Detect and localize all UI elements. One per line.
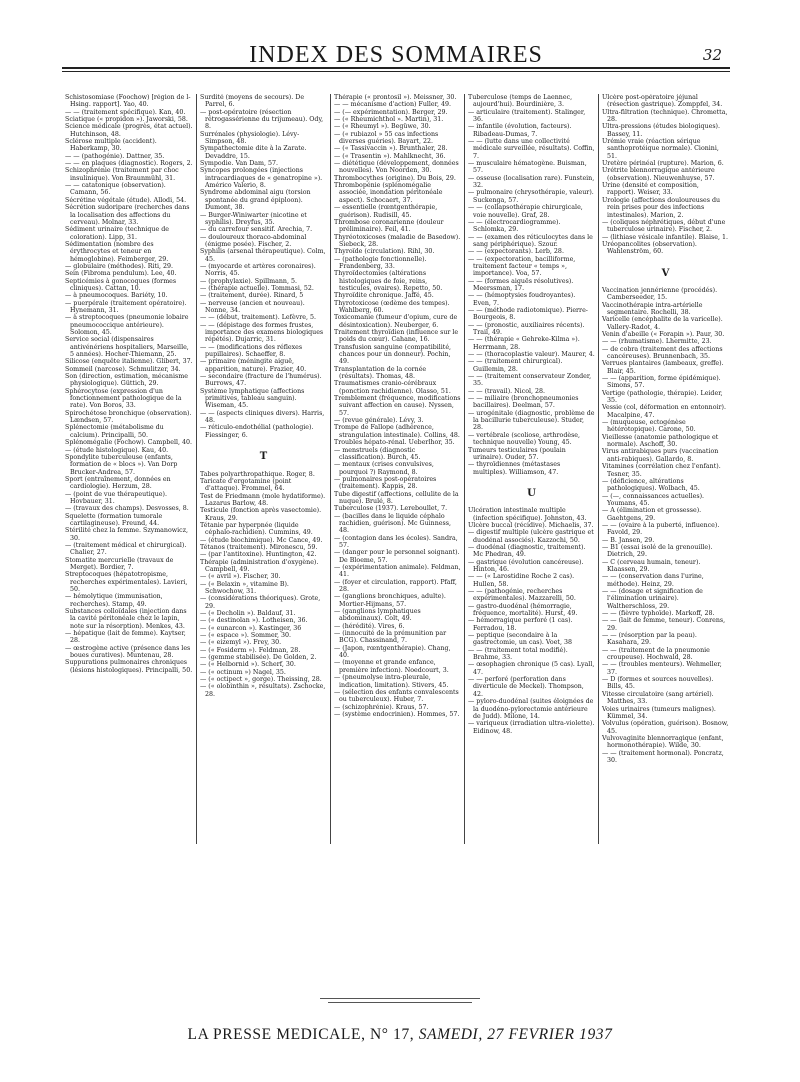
index-entry: Sclérose multiple (accident). Haberkamp, 30. xyxy=(65,138,157,153)
index-entry: Vertige (pathologie, thérapie). Leider, 35. xyxy=(602,389,723,405)
index-entry: — (« eunarcon »). Kastinger, 36 xyxy=(200,624,302,632)
index-entry: Thrombose coronarienne (douleur préliminaire). Feil, 41. xyxy=(334,218,444,234)
index-entry: Ulcère buccal (récidive). Michaelis, 37. xyxy=(468,521,594,529)
index-entry: — (bacilles dans le liquide céphalo rachidien, guérison). Mc Guinness, 48. xyxy=(334,512,451,535)
index-entry: — à streptocoques (pneumonie lobaire pneumococcique antérieure). Solomon, 45. xyxy=(65,314,189,336)
index-entry: Stérilité chez la femme. Szymanowicz, 30. xyxy=(65,527,189,542)
index-entry: — C (cerveau humain, teneur). Klaassen, 29. xyxy=(602,558,701,573)
index-entry: Thérapie (« prontosil »). Meissner, 30. xyxy=(334,94,457,101)
index-entry: — (par l'antitoxine). Huntington, 42. xyxy=(200,551,317,559)
index-entry: — (ganglions bronchiques, adulte). Mortier-Hijmans, 57. xyxy=(334,593,446,608)
index-entry: — — (expectorants). Lerb, 28. xyxy=(468,248,564,256)
index-entry: — variqueux (irradiation ultra-violette). Eidinow, 48. xyxy=(468,720,595,735)
index-entry: — — (examen des réticulocytes dans le sang périphérique). Szour. xyxy=(468,233,593,248)
section-letter: T xyxy=(259,451,268,463)
index-entry: — (point de vue thérapeutique). Hovbauer, 31. xyxy=(65,490,167,505)
index-entry: — Burger-Winiwarter (nicotine et syphilis). Dreyfus, 35. xyxy=(200,211,307,226)
index-entry: — — (ovaire à la puberté, influence). Favold, 29. xyxy=(602,521,720,537)
index-entry: — — (traitement chirurgical). Guillemin, 28. xyxy=(468,358,563,373)
index-entry: Sommeil (narcose). Schmulitzer, 34. xyxy=(65,365,181,373)
index-entry: Taricate d'ergotamine (point d'attaque). Frommel, 64. xyxy=(200,477,292,493)
index-entry: Testicule (fonction après vasectomie). Kraus, 29. xyxy=(200,507,322,522)
page-footer xyxy=(0,1026,800,1044)
index-entry: — — (conservation dans l'urine, méthode). Heinz, 29. xyxy=(602,573,704,588)
index-entry: — (« Rheumyl »). Begüwe, 30. xyxy=(334,123,431,131)
index-entry: — (traitement, durée). Rinard, 5 xyxy=(200,292,304,300)
index-entry: Transfusion sanguine (compatibilité, chances pour un donneur). Pochin, 49. xyxy=(334,343,452,366)
index-entry: — (ganglions lymphatiques abdominaux). Colt, 49. xyxy=(334,608,421,623)
index-entry: Transplantation de la cornée (résultats). Thomas, 48. xyxy=(334,365,427,381)
index-entry: Trompe de Fallope (adhérence, strangulation intestinale). Collins, 48. xyxy=(334,424,460,439)
index-entry: Sport (entraînement, données en cardiologie). Herzum, 28. xyxy=(65,475,171,491)
index-entry: — digestif multiple (ulcère gastrique et duodénal associés). Kazzochi, 50. xyxy=(468,529,594,544)
index-entry: Urémie vraie (réaction sérique santhoprotéique normale). Cionini, 51. xyxy=(602,138,719,160)
index-entry: — globulaire (méthodes). Riti, 29. xyxy=(65,262,174,270)
index-entry: Urine (densité et composition, rapport). Weiser, 33. xyxy=(602,182,699,197)
index-entry: — infantile (évolution, facteurs). Ribadeau-Dumas, 7. xyxy=(468,123,572,138)
index-entry: — (« Belaxin », vitamine B). Schwochow, 31. xyxy=(200,580,289,595)
index-entry: — — (formes aiguës résolutives). Meerssman, 17. xyxy=(468,277,574,292)
index-entry: — de cobra (traitement des affections cancéreuses). Brunnenbach, 35. xyxy=(602,345,723,360)
index-entry: — (système endocrinien). Hommes, 57. xyxy=(334,710,460,718)
index-entry: — pulmonaire (chrysothérapie, valeur). Suckenga, 57. xyxy=(468,189,594,204)
index-entry: — (expérimentation animale). Feldman, 41. xyxy=(334,564,461,579)
index-entry: — — (traitement conservateur Zonder, 35. xyxy=(468,373,592,388)
header-rule xyxy=(62,67,730,69)
index-entry: Thérapie (administration d'oxygène). Campbell, 49. xyxy=(200,558,319,573)
index-entry: — nerveuse (ancien et nouveau). Nonne, 34. xyxy=(200,299,305,314)
index-entry: — (gemme stabilisée). De Golden, 2. xyxy=(200,654,317,662)
index-entry: — (thérapie actuelle). Tommasi, 52. xyxy=(200,284,314,292)
index-entry: Ulcère post-opératoire jéjunal (résection gastrique). Zomppfel, 34. xyxy=(602,94,723,109)
index-entry: Thrombopénie (splénomégalie associée, inondation péritonéale aspect). Schocaert, 37. xyxy=(334,182,443,204)
index-entry: Thyroïdite chronique. Jaffé, 45. xyxy=(334,292,434,300)
index-entry: Verrues plantaires (lambeaux, greffe). Blair, 45. xyxy=(602,360,724,375)
index-entry: — — (troubles menteurs). Wehmeller, 37. xyxy=(602,661,722,676)
index-entry: Ultra-pressions (études biologiques). Bassey, 11. xyxy=(602,123,721,138)
index-entry: — essentielle (rœntgenthérapie, guérison). Rudisill, 45. xyxy=(334,204,438,219)
index-entry: — (revue générale). Lévy, 3. xyxy=(334,417,424,425)
index-entry: — (—, connaissances actuelles). Youmans, 45. xyxy=(602,492,705,507)
index-entry: Schizophrénie (traitement par choc insulinique). Von Braunmühl, 31. xyxy=(65,167,179,182)
index-entry: Streptocoques (hépatotropisme, recherches expérimentales). Lavieri, 50. xyxy=(65,571,188,594)
index-entry: Suppurations pulmonaires chroniques (lésions histologiques). Principalli, 50. xyxy=(65,659,193,674)
index-entry: — peptique (secondaire à la gastrectomie, un cas). Voet, 38 xyxy=(468,632,572,647)
index-entry: — (« eizemyl »). Frey, 30. xyxy=(200,639,282,647)
index-entry: Toxicomanie (fumeur d'opium, cure de désintoxication). Neuberger, 6. xyxy=(334,314,458,329)
index-entry: — — (modifications des réflexes pupillaires). Schaeffer, 8. xyxy=(200,343,303,359)
index-entry: Substances colloïdales (injection dans la cavité péritonéale chez le lapin, note sur la résorption). Menkes, 43. xyxy=(65,608,187,630)
index-entry: — thyroïdiennes (métastases multiples). Williamson, 47. xyxy=(468,461,561,476)
index-entry: — (« Trasentin »). Mahlknecht, 36. xyxy=(334,152,446,160)
index-entry: — (moyenne et grande enfance, première infection). Noedcourt, 3. xyxy=(334,659,449,674)
index-entry: — — (lutte dans une collectivité médicale surveillée, résultats). Coffin, 7. xyxy=(468,138,595,160)
page-header xyxy=(62,20,730,72)
footer-rule xyxy=(320,998,480,999)
index-entry: Sédimentation (nombre des érythrocytes et teneur en hémoglobine). Feimberger, 29. xyxy=(65,240,169,263)
index-entry: Vaccinothérapie intra-artérielle segmentaire. Rochelli, 38. xyxy=(602,301,703,316)
index-entry: Troubles hépato-rénal. Ueberlhor, 35. xyxy=(334,439,455,447)
index-entry: — (« Helbornid »). Scherf, 30. xyxy=(200,661,296,669)
index-entry: — (Japon, rœntgenthérapie). Chang, 40. xyxy=(334,644,451,660)
index-entry: — musculaire hématogène. Buisman, 57. xyxy=(468,160,587,175)
index-entry: — (déficience, altérations pathologiques). Wolbach, 45. xyxy=(602,477,700,493)
publication-name: LA PRESSE MEDICALE, N° xyxy=(187,1026,389,1043)
index-entry: Splénomégalie (Fochow). Campbell, 40. xyxy=(65,439,193,447)
index-entry: — (lithiase vésicale infantile). Blaise, 1. xyxy=(602,233,728,241)
index-entry: — — mécanisme d'action) Fuller, 49. xyxy=(334,101,451,109)
index-entry: — D (formes et sources nouvelles). Bills, 45. xyxy=(602,676,714,691)
index-entry: — (étude histologique). Kau, 40. xyxy=(65,446,169,454)
index-entry: Tabes polyarthropathique. Roger, 8. xyxy=(200,470,315,478)
index-entry: — pulmonaires post-opératoires (traitement). Kappis, 28. xyxy=(334,475,437,491)
index-entry: Silicose (enquête italienne). Glibert, 37. xyxy=(65,358,193,366)
index-entry: — A (élimination et grossesse). Gaehtgens, 29. xyxy=(602,507,702,522)
index-entry: Traumatismes cranio-cérébraux (ponction rachidienne). Olasso, 51. xyxy=(334,380,451,395)
index-entry: Splénectomie (métabolisme du calcium). Principalli, 50. xyxy=(65,424,164,439)
index-entry: Sympodie. Van Dam, 57. xyxy=(200,160,279,168)
index-entry: — (« octinum ») Nagel, 35. xyxy=(200,668,286,676)
index-entry: — articulaire (traitement). Stalinger, 36. xyxy=(468,108,586,124)
index-entry: — (« Tassivaccin »). Brunthaler, 28. xyxy=(334,145,448,153)
index-entry: — — (résorption par la peau). Kasahara, 29. xyxy=(602,632,697,647)
index-entry: — — (expectoration, bacilliforme, traitement facteur « temps », importance). Voa, 57. xyxy=(468,255,576,278)
index-entry: Système lymphatique (affections primitives, tableau sanguin). Wiseman, 45. xyxy=(200,387,305,410)
index-entry: — (pathologie fonctionnelle). Frandenberg, 33. xyxy=(334,255,427,270)
index-entry: Spirochétose bronchique (observation). Lændsen, 57. xyxy=(65,409,192,425)
index-entry: — — (pronostic, auxiliaires récents). Trail, 49. xyxy=(468,321,585,336)
index-title: INDEX DES SOMMAIRES xyxy=(249,42,543,68)
index-entry: Tétanos (traitement). Mironescu, 59. xyxy=(200,543,318,551)
index-entry: Surdité (moyens de secours). De Parrel, 6. xyxy=(200,94,305,109)
index-entry: Sympathectomie dite à la Zarate. Devaddre, 15. xyxy=(200,145,307,160)
index-entry: Vitamines (corrélation chez l'enfant). Tesner, 35. xyxy=(602,463,721,478)
index-entry: — (traitement médical et chirurgical). Chalier, 27. xyxy=(65,541,187,557)
index-entry: — — (hémoptysies foudroyantes). Even, 7. xyxy=(468,292,576,307)
index-entry: — pyloro-duodénal (suites éloignées de la duodéno-pylorectomie antérieure de Judd). Milone, 14. xyxy=(468,698,594,720)
index-entry: — (schizophrénie). Kraus, 57. xyxy=(334,703,429,711)
index-entry: — — (lait de femme, teneur). Conrens, 29. xyxy=(602,617,726,632)
index-entry: Sein (Fibroma pendulum). Lee, 40. xyxy=(65,270,177,278)
index-entry: — (hérédité). Vires, 6. xyxy=(334,622,405,630)
index-entry: — œstrogène active (présence dans les boues curatives). Muntenau, 28. xyxy=(65,644,191,660)
index-entry: Varicelle (encéphalite de la varicelle). Vallery-Radot, 4. xyxy=(602,316,723,331)
index-entry: — — (travail). Nicol, 28. xyxy=(468,387,546,395)
index-entry: — menstruels (diagnostic classification). Burch, 45. xyxy=(334,446,421,461)
index-entry: Ulcération intestinale multiple (infection spécifique). Johnston, 43. xyxy=(468,507,587,522)
index-entry: — — (électrocardiogramme). Schlomka, 29. xyxy=(468,218,561,234)
section-letter: U xyxy=(527,487,536,499)
index-entry: — (foyer et circulation, rapport). Pfaff, 28. xyxy=(334,578,457,594)
index-entry: — (« espace »). Sommer, 30. xyxy=(200,632,292,640)
index-entry: Service social (dispensaires antivénériens hospitaliers, Marseille, 5 années). Hocher-Thiemann, 25. xyxy=(65,336,189,359)
index-entry: Tuberculose (1937). Lereboullet, 7. xyxy=(334,505,448,513)
index-entry: Stomatite mercurielle (travaux de Merget). Bordier, 7. xyxy=(65,556,174,571)
index-entry: — (danger pour le personnel soignant). De Bloeme, 57. xyxy=(334,549,460,564)
index-entry: Tube digestif (affections, cellulite de la nuque). Brulé, 8. xyxy=(334,490,459,505)
index-entry: — — (dépistage des formes frustes, importance des examens biologiques répétés). Dujarric, 31. xyxy=(200,321,324,344)
index-entry: — — (rhumatisme). Lhermitte, 23. xyxy=(602,338,712,346)
index-entry: — — (pathogénie). Dattner, 35. xyxy=(65,152,165,160)
index-entry: Spondylite tuberculeuse (enfants, formation de « blocs »). Van Dorp Brucker-Andrea, 57. xyxy=(65,453,178,476)
index-column-4 xyxy=(464,94,598,844)
index-entry: — duodénal (diagnostic, traitement). Mc Phedran, 49. xyxy=(468,543,586,559)
index-entry: Thrombocythes (origine). Du Bois, 29. xyxy=(334,174,456,182)
index-entry: Venin d'abeille (« Forapin »). Paur, 30. xyxy=(602,330,725,338)
issue-number: 17, xyxy=(393,1026,415,1043)
index-entry: Syndrome abdominal aigu (torsion spontanée du grand épiploon). Dumont, 38. xyxy=(200,189,311,212)
index-entry: Science médicale (progrès, état actuel). Hutchinson, 48. xyxy=(65,123,193,138)
index-entry: Schistosomiase (Foochow) [région de l-Hsing. rapport]. Yao, 40. xyxy=(65,94,191,109)
index-entry: Sciatique (« propidon »). Jaworski, 58. xyxy=(65,116,188,124)
index-entry: — — (« Larostidine Roche 2 cas). Hullen, 58. xyxy=(468,573,575,588)
index-entry: Vessie (col, déformation en entonnoir). Macalpine, 47. xyxy=(602,404,726,419)
index-entry: — — (pathogénie, recherches expérimentales). Mazzarelli, 50. xyxy=(468,588,576,603)
index-entry: — B. Jansen, 29. xyxy=(602,536,655,544)
index-entry: Voies urinaires (tumeurs malignes). Kümmel, 34. xyxy=(602,705,716,720)
index-entry: — (« Decholin »). Baldauf, 31. xyxy=(200,610,296,618)
page-number: 32 xyxy=(702,46,722,64)
index-column-5 xyxy=(598,94,732,844)
index-entry: — — (collapsothérapie chirurgicale, voie nouvelle). Graf, 28. xyxy=(468,204,583,219)
index-entry: Urétrite blennorragique antérieure (observation). Nieuwenhuyse, 57. xyxy=(602,167,715,182)
index-entry: Test de Friedmann (mole hydatiforme). Lazarus Barlow, 48. xyxy=(200,492,326,507)
index-entry: — (muqueuse, ectogénèse hétérotopique). Carone, 50. xyxy=(602,419,696,434)
index-entry: — réticulo-endothélial (pathologie). Fiessinger, 6. xyxy=(200,424,314,439)
index-entry: — (« destinolan »). Lotheisen, 36. xyxy=(200,617,308,625)
index-entry: Tétanie par hyperpnée (liquide céphalo-rachidien). Cummins, 49. xyxy=(200,521,313,537)
index-entry: — (coliques néphrétiques, début d'une tuberculose urinaire). Fischer, 2. xyxy=(602,218,726,234)
index-entry: — — (fièvre typhoïde). Markoff, 28. xyxy=(602,610,715,618)
index-entry: Squelette (formation tumorale cartilagineuse). Freund, 44. xyxy=(65,512,163,527)
index-entry: — — (traitement spécifique). Kan, 40. xyxy=(65,108,186,116)
index-entry: — hépatique (lait de femme). Kaytser, 28. xyxy=(65,630,186,645)
index-columns xyxy=(62,94,734,844)
index-entry: — à pneumocoques. Bariéty, 10. xyxy=(65,292,168,300)
index-entry: — — catatonique (observation). Camann, 56. xyxy=(65,182,166,197)
index-entry: Ultra-filtration (technique). Chrometta, 28. xyxy=(602,108,728,124)
index-entry: Thyrotoxicose (œdème des tempes). Wahlberg, 60. xyxy=(334,299,450,314)
index-entry: Sécrétine végétale (étude). Allodi, 54. xyxy=(65,196,187,204)
index-entry: — hémolytique (immunisation, recherches). Stamp, 49. xyxy=(65,593,163,608)
index-entry: Tumeurs testiculaires (poulain urinaire). Ouder, 57. xyxy=(468,446,566,461)
index-entry: — osseuse (localisation rare). Funstein, 32. xyxy=(468,174,595,190)
index-entry: — — (aspects cliniques divers). Harris, 48. xyxy=(200,409,325,425)
index-entry: — (« rubiazol » 55 cas infections diverses guéries). Bayart, 22. xyxy=(334,130,439,146)
index-entry: Traitement thyroïdien (influence sur le poids du cœur). Cahane, 16. xyxy=(334,329,459,344)
index-entry: — — (début, traitement). Lefèvre, 5. xyxy=(200,314,317,322)
index-entry: — primaire (méningite aiguë, apparition, nature). Frazier, 40. xyxy=(200,358,307,373)
index-entry: Thyroïdectomies (altérations histologiques de foie, reins, testicules, ovaires). Repetto, 50. xyxy=(334,270,443,292)
index-entry: — hémorragique perforé (1 cas). Ferradou, 18. xyxy=(468,617,573,632)
index-entry: — gastrique (évolution cancéreuse). Hinton, 46. xyxy=(468,558,584,573)
index-entry: — — (apparition, forme épidémique). Simons, 57. xyxy=(602,375,721,390)
index-entry: — (« Fosiderm »). Feldman, 28. xyxy=(200,646,301,654)
index-entry: — gastro-duodénal (hémorragie, fréquence, mortalité). Hurst, 49. xyxy=(468,602,578,618)
index-entry: Virus antirabiques purs (vaccination anti-rabiques). Gallardo, 8. xyxy=(602,448,719,463)
index-entry: Syphilis (arsenal thérapeutique). Colm, 45. xyxy=(200,248,326,263)
index-entry: Sécrétion sudoripare (recherches dans la localisation des affections du cerveau). Molnar, 33. xyxy=(65,204,190,226)
index-entry: — (considérations théoriques). Grote, 29. xyxy=(200,595,321,610)
index-entry: — (sélection des enfants convalescents ou tuberculeux). Huber, 7. xyxy=(334,688,459,704)
index-entry: Syncopes prolongées (injections intracardiaques de « genatropine »). Américo Valerio, 8. xyxy=(200,167,323,190)
index-entry: — mentaux (crises convulsives, pourquoi ?) Raymond, 8. xyxy=(334,461,434,476)
header-rule-thin xyxy=(62,71,730,72)
index-entry: Urologie (affections douloureuses du rein prises pour des infections intestinales). Marion, 2. xyxy=(602,196,721,219)
section-letter: V xyxy=(661,267,670,279)
index-entry: Uretère périnéal (rupture). Marion, 6. xyxy=(602,160,724,168)
index-entry: — (pneumolyse intra-pleurale, indication, limitation). Stivers, 45. xyxy=(334,674,449,689)
footer-rule-thin xyxy=(328,1002,472,1003)
index-entry: — — (thoracoplastie valeur). Maurer, 4. xyxy=(468,351,595,359)
index-entry: — secondaire (fracture de l'humérus). Burrows, 47. xyxy=(200,373,322,388)
index-entry: — (étude biochimique). Mc Cance, 49. xyxy=(200,536,323,544)
index-entry: — urogénitale (diagnostic, problème de la bacillurie tuberculeuse). Studer, 28. xyxy=(468,409,595,432)
index-entry: Vitesse circulatoire (sang artériel). Matthes, 33. xyxy=(602,690,714,706)
index-entry: — (myocarde et artères coronaires). Norris, 45. xyxy=(200,262,316,278)
index-entry: Son (direction, estimation, mécanisme physiologique). Güttich, 29. xyxy=(65,373,188,388)
index-entry: — — (traitement total modifié). Brahme, 33. xyxy=(468,646,568,662)
index-entry: Vulvovaginite blennorragique (enfant, hormonothérapie). Wilde, 30. xyxy=(602,734,724,750)
index-column-1 xyxy=(62,94,196,844)
index-entry: — douloureux thoraco-abdominal (énigme posée). Fischer, 2. xyxy=(200,233,307,248)
index-entry: — (prophylaxie). Spillmann, 5. xyxy=(200,277,297,285)
index-entry: — — perforé (perforation dans diverticule de Meckel). Thompson, 42. xyxy=(468,676,584,698)
index-entry: — vertébrale (scoliose, arthrodèse, technique nouvelle) Young, 45. xyxy=(468,431,581,447)
index-entry: — œsophagien chronique (5 cas). Lyall, 47. xyxy=(468,661,595,676)
index-entry: — (« octipect », gorge). Theissing, 28. xyxy=(200,676,322,684)
index-entry: — (— expérimentation). Berger, 29. xyxy=(334,108,448,116)
index-entry: Tuberculose (temps de Laennec, aujourd'hui). Bourdinière, 3. xyxy=(468,94,573,109)
index-entry: — (« olobinthin », résultats). Zschocke, 28. xyxy=(200,683,326,698)
index-entry: — — (dosage et signification de l'élimination urinaire). Waltherschloss, 29. xyxy=(602,588,703,610)
index-entry: — (contagion dans les écoles). Sandra, 57. xyxy=(334,534,458,549)
index-entry: — (« avril »). Fischer, 30. xyxy=(200,573,281,581)
index-entry: Surrénales (physiologie). Lévy-Simpson, 48. xyxy=(200,130,300,146)
index-entry: Tremblement (fréquence, modifications suivant affection en cause). Nyssen, 57. xyxy=(334,395,461,417)
index-column-3 xyxy=(330,94,464,844)
index-entry: — puerpérale (traitement opératoire). Hynemann, 31. xyxy=(65,299,187,314)
index-entry: — (« Rheumichthol ». Martin), 31. xyxy=(334,116,444,124)
index-entry: — — (traitement de la pneumonie croupeuse). Hochwald, 28. xyxy=(602,646,710,662)
index-entry: — du carrefour sensitif. Arechia, 7. xyxy=(200,226,313,234)
index-entry: — — (traitement hormonal). Poncratz, 30. xyxy=(602,749,724,764)
index-entry: Uréopancolites (observation). Wahlenström, 60. xyxy=(602,240,697,256)
index-entry: — — (méthode radiotomique). Pierre-Bourgeois, 8. xyxy=(468,306,588,322)
index-entry: — — en plaques (diagnostic). Rogers, 2. xyxy=(65,160,193,168)
index-entry: — — (thérapie « Gehreke-Kilma »). Herrmann, 28. xyxy=(468,336,580,351)
index-entry: Vaccination jennérienne (procédés). Camberseeder, 15. xyxy=(602,286,718,302)
index-entry: Sphérocytose (expression d'un fonctionnement pathologique de la rate). Von Boros, 33. xyxy=(65,387,182,410)
index-entry: Thyroïde (circulation). Rihl, 30. xyxy=(334,248,435,256)
index-entry: — post-opératoire (résection rétrogassérienne du trijumeau). Ody, 8. xyxy=(200,108,324,131)
index-entry: Thyréotoxicoses (maladie de Basedow). Siebeck, 28. xyxy=(334,233,461,248)
index-entry: Septicémies à gonocoques (formes cliniques). Cattan, 10. xyxy=(65,277,177,292)
index-entry: — — miliaire (bronchopneumonies bacillaires). Deelman, 57. xyxy=(468,395,579,410)
issue-date: SAMEDI, 27 FEVRIER 1937 xyxy=(418,1026,613,1043)
index-entry: — (travaux des champs). Desvosses, 8. xyxy=(65,505,189,513)
index-entry: Volvulus (opération, guérison). Bosnow, 45. xyxy=(602,720,729,735)
index-entry: Vieillesse (anatomie pathologique et normale). Aschoff, 30. xyxy=(602,433,719,449)
index-entry: — diététique (développement, données nouvelles). Von Noorden, 30. xyxy=(334,160,459,175)
index-entry: — (innocuité de la prémunition par BCG). Chassinand, 7. xyxy=(334,630,447,645)
index-entry: Sédiment urinaire (technique de coloration). Lipp, 31. xyxy=(65,226,169,241)
index-entry: — B1 (essai isolé de la grenouille). Dietrich, 29. xyxy=(602,543,713,559)
index-column-2 xyxy=(196,94,330,844)
